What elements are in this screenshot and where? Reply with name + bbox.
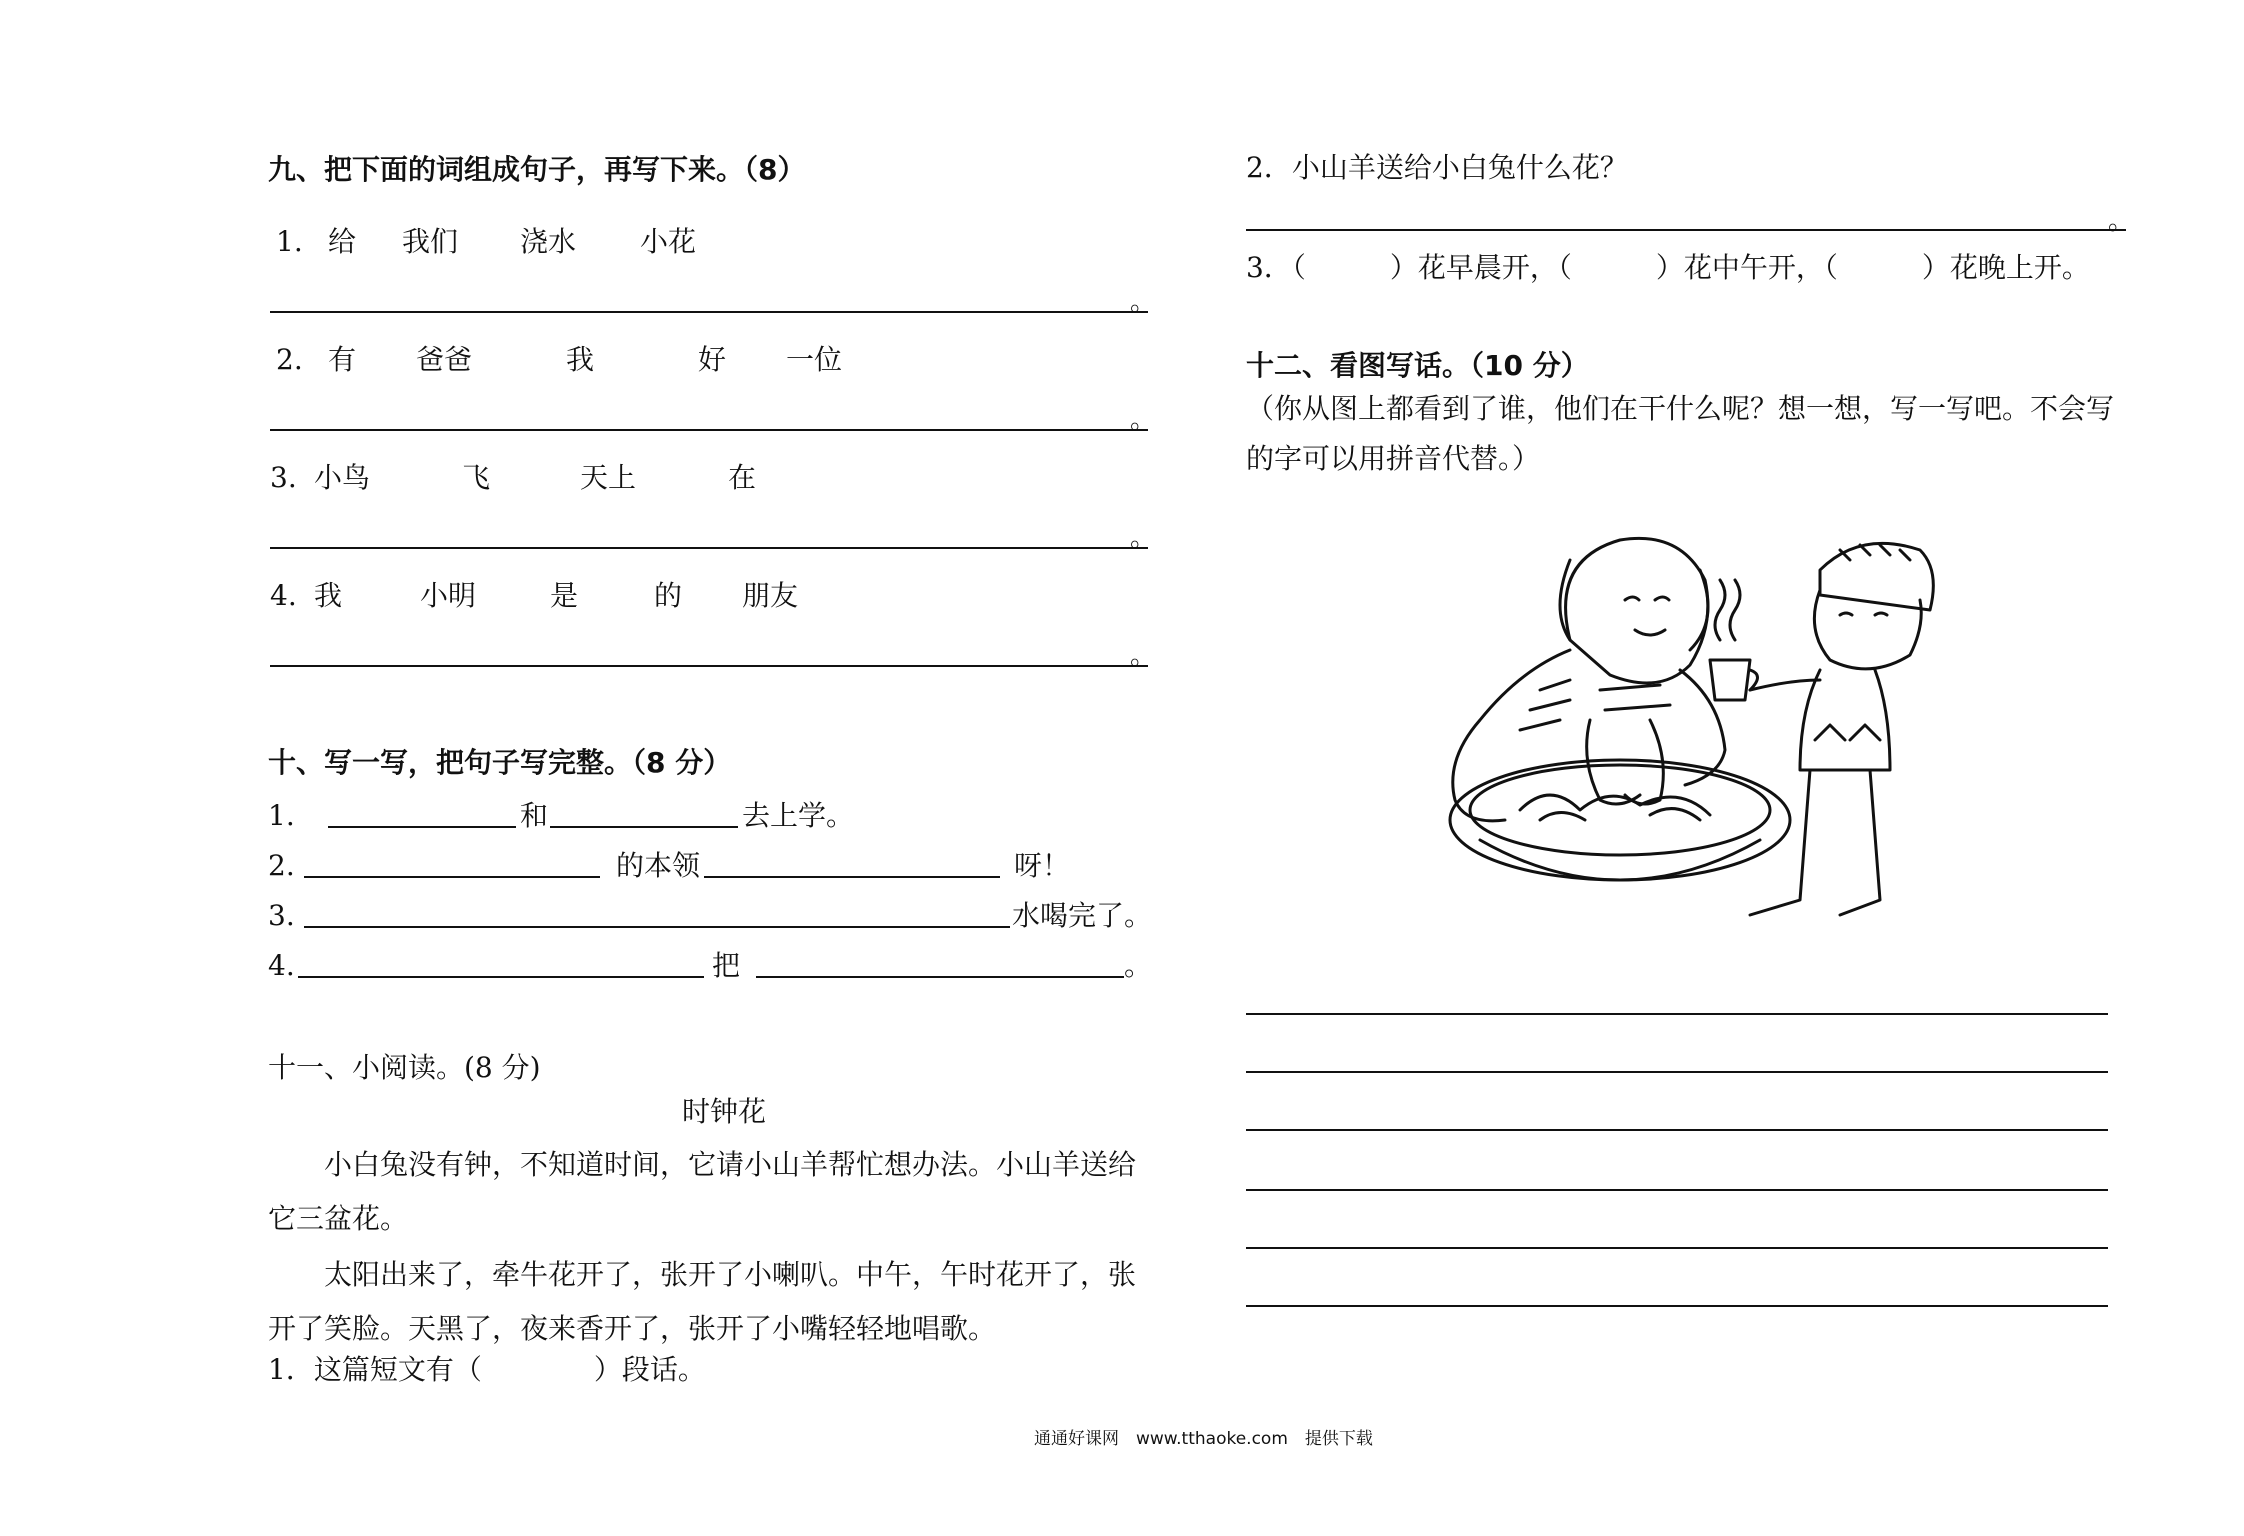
question-1: 1．这篇短文有（ ）段话。 bbox=[268, 1353, 706, 1386]
s9-line-end-4: 。 bbox=[1130, 641, 1157, 671]
s9-item-4-word: 的 bbox=[654, 579, 683, 612]
question-2: 2．小山羊送给小白兔什么花？ bbox=[1246, 151, 1628, 184]
s9-answer-line-3[interactable] bbox=[270, 547, 1148, 549]
writing-line[interactable] bbox=[1246, 1247, 2108, 1249]
s9-item-4-word: 我 bbox=[314, 579, 343, 612]
s9-item-3-word: 飞 bbox=[462, 461, 491, 494]
s9-item-3-word: 小鸟 bbox=[314, 461, 371, 494]
writing-line[interactable] bbox=[1246, 1013, 2108, 1015]
writing-line[interactable] bbox=[1246, 1305, 2108, 1307]
writing-line[interactable] bbox=[1246, 1189, 2108, 1191]
s9-item-2-word: 有 bbox=[328, 343, 357, 376]
boy-cap bbox=[1820, 543, 1933, 610]
s10-blank[interactable] bbox=[304, 926, 1010, 928]
s9-line-end-2: 。 bbox=[1130, 405, 1157, 435]
writing-line[interactable] bbox=[1246, 1071, 2108, 1073]
s9-item-4-word: 朋友 bbox=[742, 579, 799, 612]
writing-line[interactable] bbox=[1246, 1129, 2108, 1131]
s10-blank[interactable] bbox=[304, 876, 600, 878]
footer-credit: 通通好课网 www.tthaoke.com 提供下载 bbox=[1034, 1429, 1373, 1449]
question-3: 3．（ ）花早晨开，（ ）花中午开，（ ）花晚上开。 bbox=[1246, 251, 2090, 284]
section-10-title: 十、写一写，把句子写完整。（8 分） bbox=[268, 746, 732, 779]
q2-line-end: 。 bbox=[2108, 206, 2135, 236]
s10-blank[interactable] bbox=[328, 826, 516, 828]
section-12-title: 十二、看图写话。（10 分） bbox=[1246, 349, 1589, 382]
section-12-instruction: （你从图上都看到了谁，他们在干什么呢？想一想，写一写吧。不会写的字可以用拼音代替。） bbox=[1246, 392, 2115, 475]
s10-item-1-num: 1. bbox=[268, 799, 295, 832]
section-9-title: 九、把下面的词组成句子，再写下来。（8） bbox=[268, 153, 806, 186]
s9-item-2-num: 2. bbox=[276, 343, 303, 376]
s9-item-1-num: 1. bbox=[276, 225, 303, 258]
s9-item-1-word: 我们 bbox=[402, 225, 459, 258]
s9-item-4-word: 小明 bbox=[420, 579, 477, 612]
story-paragraph-1: 小白兔没有钟，不知道时间，它请小山羊帮忙想办法。小山羊送给它三盆花。 bbox=[268, 1148, 1137, 1235]
s10-blank[interactable] bbox=[298, 976, 704, 978]
s9-item-4-word: 是 bbox=[550, 579, 579, 612]
s10-item-2-text: 呀！ bbox=[1014, 849, 1071, 882]
s10-item-3-num: 3. bbox=[268, 899, 295, 932]
s9-item-3-word: 天上 bbox=[580, 461, 637, 494]
s9-item-1-word: 小花 bbox=[640, 225, 697, 258]
s10-blank[interactable] bbox=[550, 826, 738, 828]
s10-item-1-text: 去上学。 bbox=[742, 799, 855, 832]
s9-answer-line-4[interactable] bbox=[270, 665, 1148, 667]
s9-item-2-word: 好 bbox=[698, 343, 727, 376]
s9-item-1-word: 浇水 bbox=[520, 225, 577, 258]
s9-item-4-num: 4. bbox=[270, 579, 297, 612]
s10-item-1-text: 和 bbox=[520, 799, 549, 832]
s10-blank[interactable] bbox=[704, 876, 1000, 878]
s10-item-2-num: 2. bbox=[268, 849, 295, 882]
s10-item-2-text: 的本领 bbox=[616, 849, 701, 882]
s9-line-end-3: 。 bbox=[1130, 523, 1157, 553]
story-paragraph-2: 太阳出来了，牵牛花开了，张开了小喇叭。中午，午时花开了，张开了笑脸。天黑了，夜来香开了，张开了小嘴轻轻地唱歌。 bbox=[268, 1258, 1137, 1345]
s9-answer-line-1[interactable] bbox=[270, 311, 1148, 313]
tea-cup bbox=[1710, 660, 1750, 700]
s9-item-2-word: 我 bbox=[566, 343, 595, 376]
mother-head bbox=[1566, 538, 1708, 683]
s9-line-end-1: 。 bbox=[1130, 287, 1157, 317]
s9-answer-line-2[interactable] bbox=[270, 429, 1148, 431]
story-title: 时钟花 bbox=[682, 1095, 767, 1128]
s10-item-4-text: 。 bbox=[1124, 949, 1153, 982]
s10-item-4-text: 把 bbox=[712, 949, 741, 982]
s9-item-1-word: 给 bbox=[328, 225, 357, 258]
s9-item-3-num: 3. bbox=[270, 461, 297, 494]
q2-answer-line[interactable] bbox=[1246, 229, 2126, 231]
s9-item-2-word: 一位 bbox=[786, 343, 843, 376]
section-11-title: 十一、小阅读。(8 分) bbox=[268, 1051, 541, 1084]
mother-and-boy-illustration bbox=[1420, 520, 1960, 940]
s9-item-2-word: 爸爸 bbox=[416, 343, 473, 376]
s10-item-4-num: 4. bbox=[268, 949, 295, 982]
s10-blank[interactable] bbox=[756, 976, 1124, 978]
s10-item-3-text: 水喝完了。 bbox=[1012, 899, 1153, 932]
s9-item-3-word: 在 bbox=[728, 461, 757, 494]
